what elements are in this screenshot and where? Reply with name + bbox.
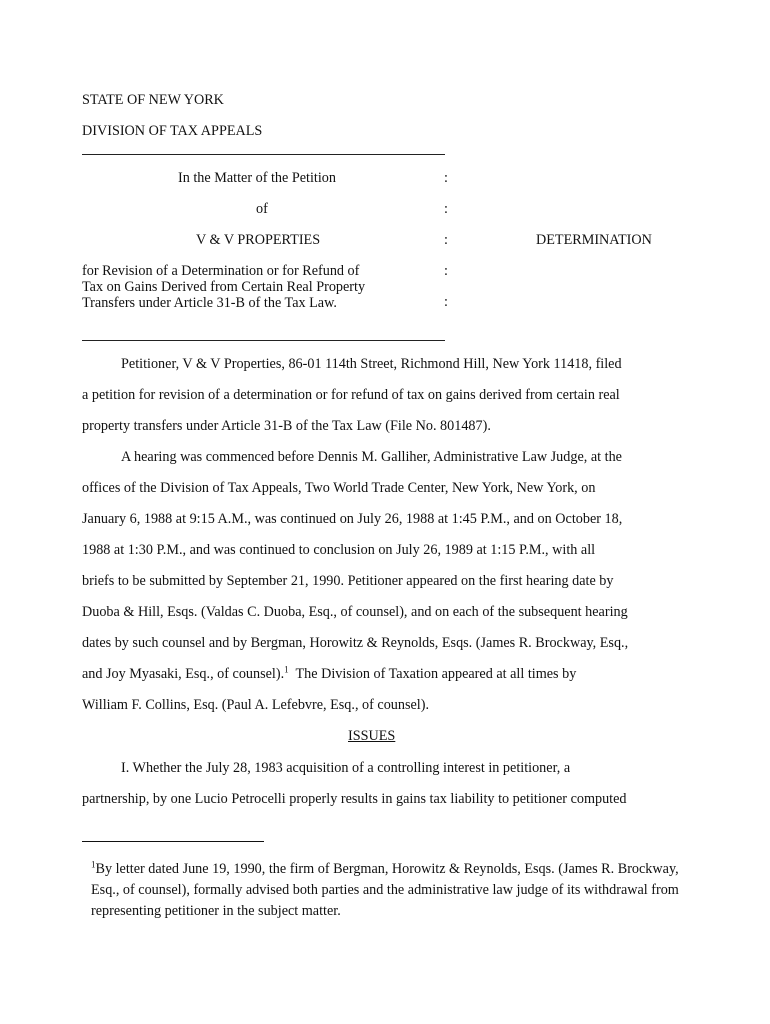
caption-colon: : <box>444 201 448 217</box>
footnote <box>91 859 691 922</box>
body-line: dates by such counsel and by Bergman, Horowitz & Reynolds, Esqs. (James R. Brockway, Esq., <box>82 635 629 651</box>
state-heading: STATE OF NEW YORK <box>82 92 224 108</box>
caption-of: of <box>256 201 268 217</box>
caption-colon: : <box>444 232 448 248</box>
footnote-ref[interactable]: 1 <box>284 664 289 675</box>
caption-matter: In the Matter of the Petition <box>178 170 336 186</box>
body-line: I. Whether the July 28, 1983 acquisition of a controlling interest in petitioner, a <box>121 760 571 776</box>
body-line-text: and Joy Myasaki, Esq., of counsel). <box>82 666 285 682</box>
footnote-rule <box>82 841 264 842</box>
document-title: DETERMINATION <box>536 232 652 248</box>
body-line: A hearing was commenced before Dennis M. Galliher, Administrative Law Judge, at the <box>121 449 622 465</box>
body-line-text: The Division of Taxation appeared at all times by <box>288 666 577 682</box>
body-line: partnership, by one Lucio Petrocelli properly results in gains tax liability to petitioner computed <box>82 791 627 807</box>
body-line: offices of the Division of Tax Appeals, Two World Trade Center, New York, New York, on <box>82 480 596 496</box>
body-line: property transfers under Article 31-B of the Tax Law (File No. 801487). <box>82 418 491 434</box>
body-line: 1988 at 1:30 P.M., and was continued to conclusion on July 26, 1989 at 1:15 P.M., with all <box>82 542 596 558</box>
issues-heading: ISSUES <box>348 728 396 744</box>
body-line: William F. Collins, Esq. (Paul A. Lefebvre, Esq., of counsel). <box>82 697 430 713</box>
caption-purpose: for Revision of a Determination or for Refund of Tax on Gains Derived from Certain Real Property Transfers under Article 31-B of the Tax Law. <box>82 263 366 311</box>
body-line <box>82 666 576 683</box>
body-line: Duoba & Hill, Esqs. (Valdas C. Duoba, Esq., of counsel), and on each of the subsequent hearing <box>82 604 628 620</box>
caption-colon: : <box>444 263 448 279</box>
body-line: a petition for revision of a determination or for refund of tax on gains derived from certain real <box>82 387 620 403</box>
caption-bottom-rule <box>82 340 445 341</box>
caption-party: V & V PROPERTIES <box>196 232 321 248</box>
body-line: January 6, 1988 at 9:15 A.M., was continued on July 26, 1988 at 1:45 P.M., and on October 18, <box>82 511 623 527</box>
footnote-marker: 1 <box>91 859 96 870</box>
caption-colon: : <box>444 170 448 186</box>
body-line: briefs to be submitted by September 21, 1990. Petitioner appeared on the first hearing date by <box>82 573 614 589</box>
body-line: Petitioner, V & V Properties, 86-01 114th Street, Richmond Hill, New York 11418, filed <box>121 356 622 372</box>
caption-colon: : <box>444 294 448 310</box>
caption-top-rule <box>82 154 445 155</box>
division-heading: DIVISION OF TAX APPEALS <box>82 123 263 139</box>
footnote-text: By letter dated June 19, 1990, the firm of Bergman, Horowitz & Reynolds, Esqs. (James R. Brockway, Esq., of counsel), formally advised both parties and the administrative law judge of its withdrawal from representing petitioner in the subject matter. <box>91 861 679 919</box>
